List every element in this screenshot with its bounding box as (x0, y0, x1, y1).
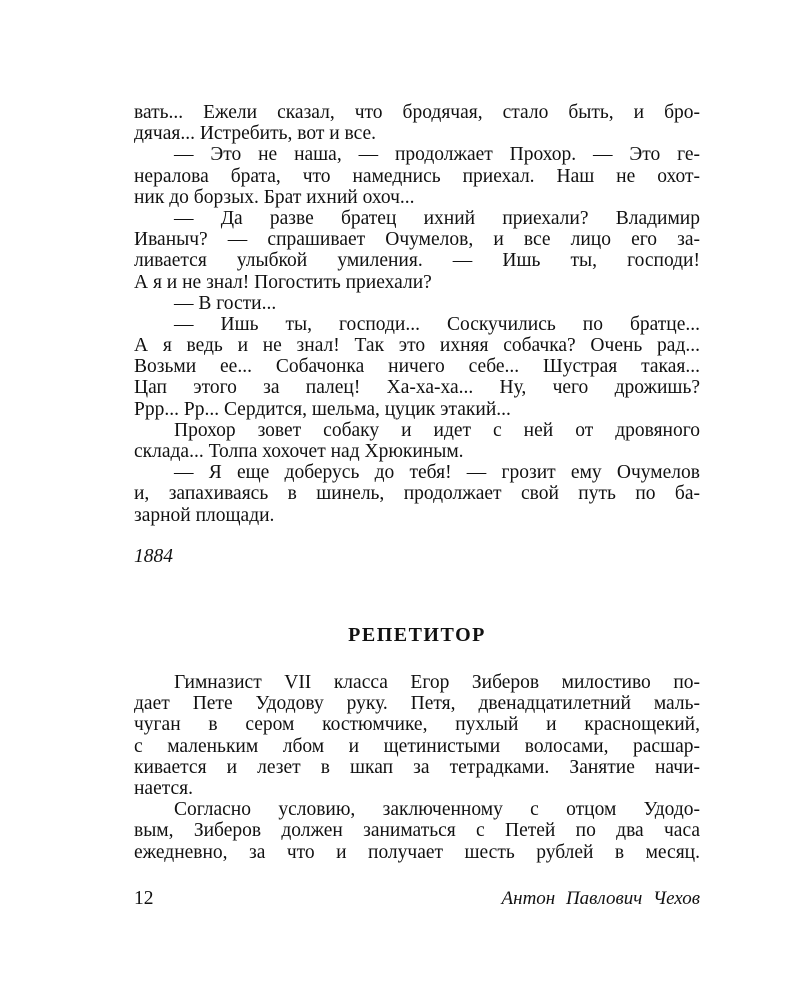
story-year: 1884 (134, 546, 173, 567)
text-line: нается. (134, 777, 194, 799)
text-line: Прохор зовет собаку и идет с ней от дровяного (174, 419, 700, 441)
text-line: кивается и лезет в шкап за тетрадками. Занятие начи- (134, 756, 700, 778)
text-line: — Это не наша, — продолжает Прохор. — Это ге- (174, 144, 700, 166)
text-line: А я ведь и не знал! Так это ихняя собачка? Очень рад... (134, 335, 700, 357)
text-line: чуган в сером костюмчике, пухлый и краснощекий, (134, 714, 700, 736)
page-number: 12 (134, 888, 154, 909)
text-line: — Да разве братец ихний приехали? Владимир (174, 207, 700, 229)
story-text-continuation (134, 102, 700, 526)
text-line: Цап этого за палец! Ха-ха-ха... Ну, чего дрожишь? (134, 377, 700, 399)
text-line: с маленьким лбом и щетинистыми волосами, расшар- (134, 735, 700, 757)
story-title: РЕПЕТИТОР (348, 624, 486, 646)
text-line: Ррр... Рр... Сердится, шельма, цуцик этакий... (134, 398, 511, 420)
text-line: вать... Ежели сказал, что бродячая, стало быть, и бро- (134, 102, 700, 123)
text-line: ежедневно, за что и получает шесть рублей в месяц. (134, 841, 700, 863)
text-line: ливается улыбкой умиления. — Ишь ты, господи! (134, 250, 700, 272)
text-line: вым, Зиберов должен заниматься с Петей по два часа (134, 820, 700, 842)
story-text-beginning (134, 672, 700, 863)
text-line: А я и не знал! Погостить приехали? (134, 271, 432, 293)
text-line: дает Пете Удодову руку. Петя, двенадцатилетний маль- (134, 693, 700, 715)
text-line: и, запахиваясь в шинель, продолжает свой путь по ба- (134, 483, 700, 505)
text-line: дячая... Истребить, вот и все. (134, 123, 377, 145)
text-line: ник до борзых. Брат ихний охоч... (134, 186, 415, 208)
running-footer-author: Антон Павлович Чехов (501, 888, 700, 909)
text-line: Возьми ее... Собачонка ничего себе... Шустрая такая... (134, 356, 700, 378)
text-line: Гимназист VII класса Егор Зиберов милостиво по- (174, 672, 700, 693)
text-line: — Ишь ты, господи... Соскучились по братце... (174, 313, 700, 335)
text-line: — Я еще доберусь до тебя! — грозит ему Очумелов (174, 462, 700, 484)
text-line: склада... Толпа хохочет над Хрюкиным. (134, 441, 464, 462)
text-line: зарной площади. (134, 504, 275, 526)
text-line: — В гости... (174, 292, 277, 314)
text-line: Иваныч? — спрашивает Очумелов, и все лицо его за- (134, 229, 700, 251)
text-line: нералова брата, что намеднись приехал. Наш не охот- (134, 165, 700, 187)
text-line: Согласно условию, заключенному с отцом Удодо- (174, 799, 700, 821)
